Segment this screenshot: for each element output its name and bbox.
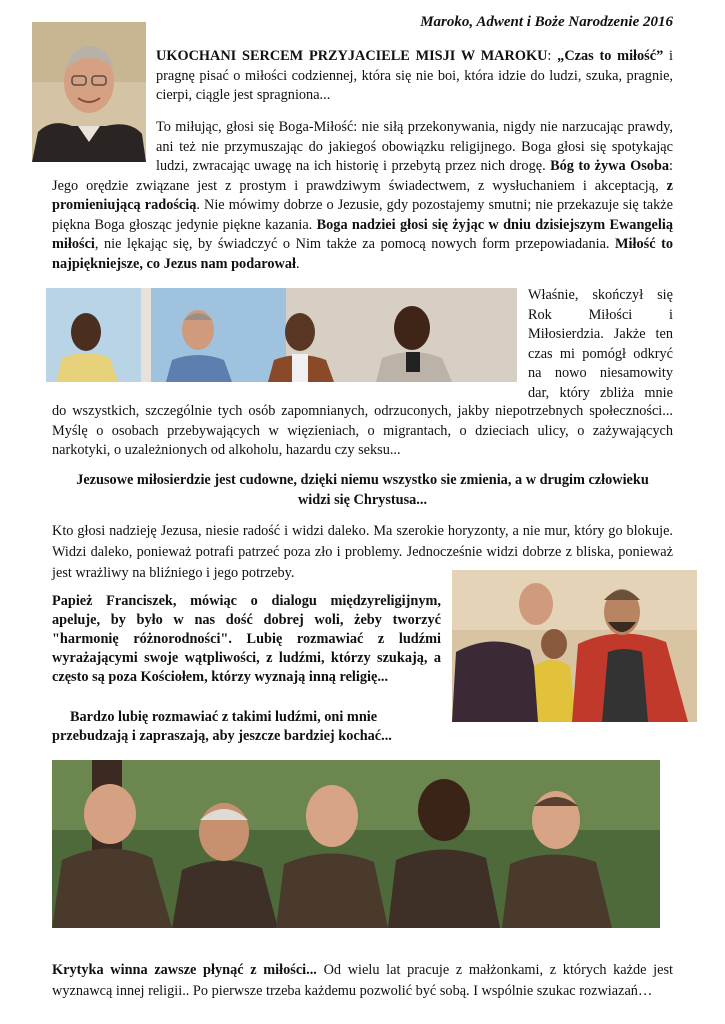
- photo-men-with-child: [452, 570, 697, 722]
- portrait-spacer: [52, 118, 156, 176]
- final-text: Od wielu lat pracuje z małżonkami, z których każde jest wyznawcą innej religii.. Po pierwsze trzeba każdemu pozwolić być sobą. I wspólnie szukac rozwiazań…: [52, 962, 673, 999]
- para3-line-2: Rok Miłości i: [528, 306, 673, 323]
- closing-quote-line-1: Bardzo lubię rozmawiać z takimi ludźmi, oni mnie: [70, 709, 378, 725]
- mercy-quote-line-2: widzi się Chrystusa...: [297, 491, 428, 508]
- main-bold-4: Miłość to najpiękniejsze, co Jezus nam podarował: [52, 236, 673, 272]
- main-text-3: . Nie mówimy dobrze o Jezusie, gdy pozostajemy smutni; nie przekazuje się także piękna Boga głosząc jedynie piękne kazania.: [52, 197, 673, 233]
- para3-continuation: do wszystkich, szczególnie tych osób zapomnianych, odrzuconych, jakby niepotrzebnych społeczności... Myślę o osobach przebywających w więzieniach, o migrantach, o dzieciach ulicy, o zażywających narkotyki, o uzależnionych od alkoholu, hazardu czy seksu...: [52, 403, 673, 458]
- para3-line-5: na nowo niesamowity: [528, 365, 673, 381]
- final-bold: Krytyka winna zawsze płynąć z miłości...: [52, 962, 317, 978]
- intro-text: i pragnę pisać o miłości codziennej, która się nie boi, która idzie do ludzi, szuka, pragnie, cierpi, ciągle jest spragniona...: [156, 48, 674, 103]
- group-photo-friars: [52, 760, 660, 928]
- closing-quote-line-2: przebudzają i zapraszają, aby jeszcze bardziej kochać...: [52, 728, 392, 744]
- main-text-1: To miłując, głosi się Boga-Miłość: nie siłą przekonywania, nigdy nie narzucając prawdy, ani też nie przymuszając do jakiegoś obowiązku religijnego. Boga głosi się spotykając ludzi, zwracając uwagę na ich historię i przebytą przez nich drogę.: [156, 119, 673, 174]
- mercy-quote: [52, 471, 673, 510]
- intro-quote: „Czas to miłość”: [557, 48, 664, 64]
- main-bold-2: z promieniującą radością: [52, 177, 673, 213]
- hope-paragraph: Kto głosi nadzieję Jezusa, niesie radość i widzi daleko. Ma szerokie horyzonty, a nie mur, który go blokuje. Widzi daleko, ponieważ potrafi patrzeć poza zło i problemy. Jednocześnie widzi dobrze z bliska, ponieważ jest wrażliwy na bliźniego i jego potrzeby.: [52, 523, 673, 581]
- para3-line-4: czas mi pomógł odkryć: [528, 345, 673, 362]
- main-bold-3: Boga nadziei głosi się żyjąc w dniu dzisiejszym Ewangelią miłości: [52, 216, 673, 252]
- greeting-heading: UKOCHANI SERCEM PRZYJACIELE MISJI W MAROKU: [156, 48, 548, 64]
- main-paragraph-container: [52, 118, 673, 274]
- para3-line-1: Właśnie, skończył się: [528, 287, 673, 303]
- pope-quote: Papież Franciszek, mówiąc o dialogu międzyreligijnym, apeluje, by było w nas dość dobrej woli, żeby tworzyć "harmonię różnorodności". Lubię rozmawiać z ludźmi wyrażającymi swoje wątpliwości, z ludźmi, którzy szukają, a często są poza Kościołem, którzy wyznają inną religię...: [52, 593, 441, 685]
- main-text-4: , nie lękając się, by świadczyć o Nim także za pomocą nowych form przepowiadania.: [94, 236, 616, 252]
- page-header-title: Maroko, Adwent i Boże Narodzenie 2016: [420, 14, 673, 30]
- intro-paragraph: [156, 47, 673, 106]
- main-bold-1: Bóg to żywa Osoba: [550, 158, 670, 174]
- final-paragraph: [52, 960, 673, 1002]
- greeting-separator: :: [547, 48, 558, 64]
- main-text-2: : Jego orędzie związane jest z prostym i prawdziwym świadectwem, z wysłuchaniem i akceptacją,: [52, 158, 673, 194]
- group-photo-four-men: [46, 288, 517, 382]
- para3-side-column: [528, 286, 673, 403]
- para3-line-6: dar, który zbliża mnie: [528, 384, 673, 401]
- main-text-5: .: [295, 255, 300, 272]
- mercy-quote-line-1: Jezusowe miłosierdzie jest cudowne, dzięki niemu wszystko sie zmienia, a w drugim człowieku: [76, 472, 649, 488]
- para3-line-3: Miłosierdzia. Jakże ten: [528, 326, 673, 342]
- closing-quote: [52, 708, 452, 746]
